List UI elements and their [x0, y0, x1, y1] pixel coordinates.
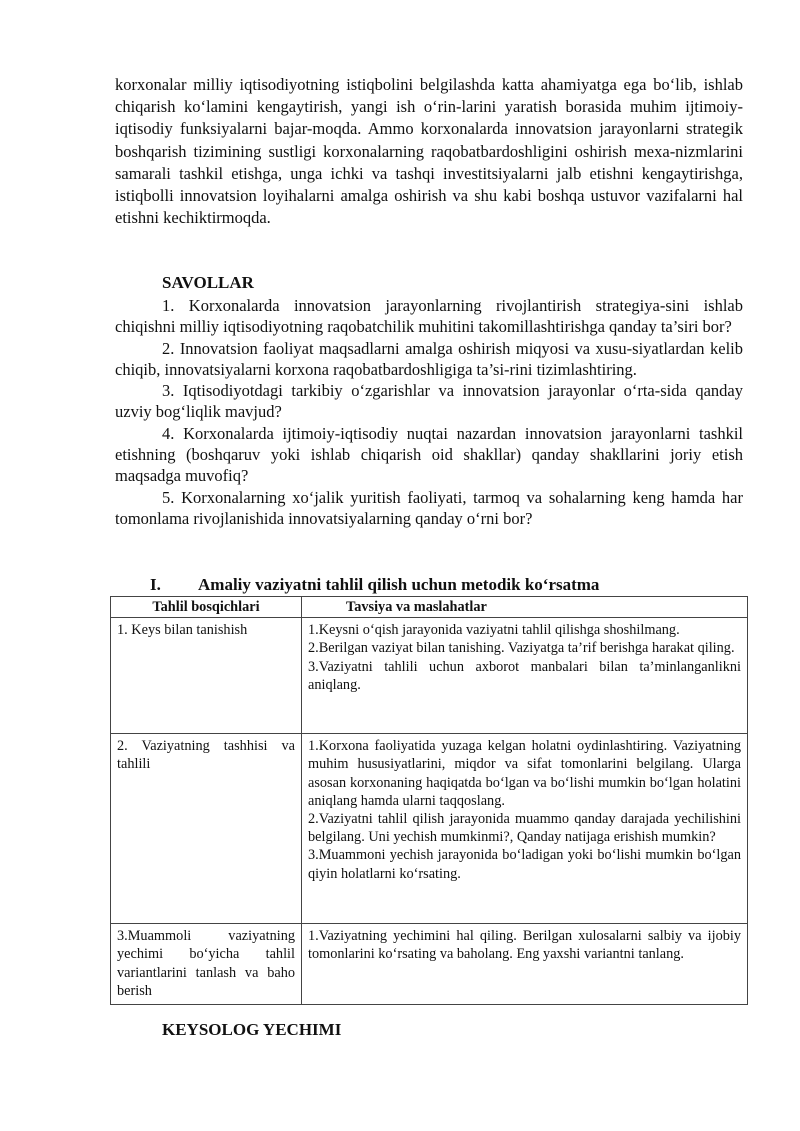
- stage-cell: 2. Vaziyatning tashhisi va tahlili: [111, 734, 302, 924]
- question-item: 3. Iqtisodiyotdagi tarkibiy o‘zgarishlar va innovatsion jarayonlar o‘rta-sida qanday uzviy bog‘liqlik mavjud?: [115, 381, 743, 422]
- section-title: Amaliy vaziyatni tahlil qilish uchun metodik ko‘rsatma: [198, 575, 600, 594]
- advice-item: 1.Keysni o‘qish jarayonida vaziyatni tahlil qilishga shoshilmang.: [308, 622, 680, 639]
- question-item: 5. Korxonalarning xo‘jalik yuritish faoliyati, tarmoq va sohalarning keng hamda har tomonlama rivojlanishida innovatsiyalarning qanday o‘rni bor?: [115, 487, 743, 528]
- keysolog-heading: KEYSOLOG YECHIMI: [162, 1020, 342, 1039]
- advice-item: 2.Berilgan vaziyat bilan tanishing. Vaziyatga ta’rif berishga harakat qiling.: [308, 640, 735, 657]
- table-row: [111, 924, 748, 1005]
- stage-cell: 1. Keys bilan tanishish: [111, 618, 302, 734]
- analysis-guide-table: [110, 596, 748, 1005]
- advice-cell: [302, 618, 748, 734]
- question-item: 2. Innovatsion faoliyat maqsadlarni amalga oshirish miqyosi va xusu-siyatlardan kelib chiqib, innovatsiyalarni korxona raqobatbardoshligiga ta’si-rini tizimlashtiring.: [115, 338, 743, 379]
- question-item: 4. Korxonalarda ijtimoiy-iqtisodiy nuqtai nazardan innovatsion jarayonlarni tashkil etishning (boshqaruv yoki ishlab chiqarish oid shakllar) qanday shakllarini joriy etish maqsadga muvofiq?: [115, 423, 743, 486]
- advice-item: 1.Vaziyatning yechimini hal qiling. Berilgan xulosalarni salbiy va ijobiy tomonlarini ko‘rsating va baholang. Eng yaxshi variantni tanlang.: [308, 928, 741, 963]
- section-heading: [150, 575, 599, 595]
- advice-cell: [302, 924, 748, 1005]
- questions-list: [115, 295, 743, 529]
- advice-item: 1.Korxona faoliyatida yuzaga kelgan holatni oydinlashtiring. Vaziyatning muhim hususiyatlarini, miqdor va sifat tomonlarini belgilang. Ularga asosan korxonaning haqiqatda bo‘lgan va bo‘lishi mumkin bo‘lgan holatini aniqlang hamda ularni taqqoslang.: [308, 738, 741, 809]
- questions-heading: SAVOLLAR: [162, 273, 254, 292]
- column-header: Tahlil bosqichlari: [111, 597, 302, 618]
- advice-cell: [302, 734, 748, 924]
- table-row: [111, 618, 748, 734]
- advice-item: 2.Vaziyatni tahlil qilish jarayonida muammo qanday darajada yechilishini belgilang. Uni yechish mumkinmi?, Qanday natijaga erishish mumkin?: [308, 811, 741, 846]
- column-header: Tavsiya va maslahatlar: [302, 597, 748, 618]
- advice-item: 3.Muammoni yechish jarayonida bo‘ladigan yoki bo‘lishi mumkin bo‘lgan qiyin holatlarni ko‘rsating.: [308, 847, 741, 882]
- question-item: 1. Korxonalarda innovatsion jarayonlarning rivojlantirish strategiya-sini ishlab chiqishni milliy iqtisodiyotning raqobatchilik muhitini takomillashtirishga qanday ta’siri bor?: [115, 296, 743, 337]
- stage-cell: 3.Muammoli vaziyatning yechimi bo‘yicha tahlil variantlarini tanlash va baho berish: [111, 924, 302, 1005]
- section-number: I.: [150, 575, 161, 594]
- table-header-row: [111, 597, 748, 618]
- table-row: [111, 734, 748, 924]
- advice-item: 3.Vaziyatni tahlili uchun axborot manbalari bilan ta’minlanganlikni aniqlang.: [308, 658, 741, 693]
- intro-paragraph: korxonalar milliy iqtisodiyotning istiqbolini belgilashda katta ahamiyatga ega bo‘lib, ishlab chiqarish ko‘lamini kengaytirish, yangi ish o‘rin-larini yaratish borasida muhim ijtimoiy-iqtisodiy funksiyalarni bajar-moqda. Ammo korxonalarda innovatsion jarayonlarni strategik boshqarish tizimining sustligi korxonalarning raqobatbardoshligini oshirish mexa-nizmlarini samarali tashkil etishga, unga ichki va tashqi investitsiyalarni jalb etishni kengaytirishga, istiqbolli innovatsion loyihalarni amalga oshirish va shu kabi boshqa ustuvor vazifalarni hal etishni kechiktirmoqda.: [115, 75, 743, 228]
